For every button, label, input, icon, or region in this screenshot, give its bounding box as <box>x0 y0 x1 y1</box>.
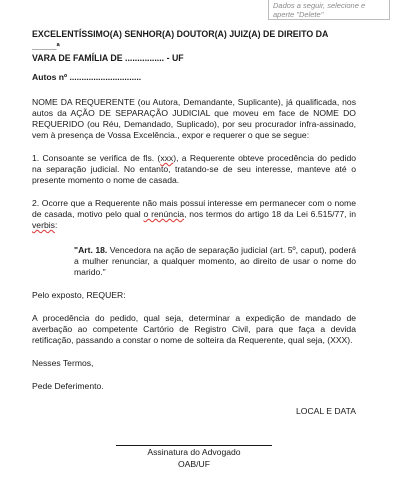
paragraph-1-end: ), a Requerente obteve procedência do pedido na separação judicial. No entanto, tratando-se de seu interesse, manteve até o presente momento o nome de casada. <box>32 153 356 185</box>
request-paragraph: A procedência do pedido, qual seja, determinar a expedição de mandado de averbação ao competente Cartório de Registro Civil, para que faça a devida retificação, passando a constar o nome de solteira da Requerente, qual seja, (XXX). <box>32 313 356 345</box>
instruction-note <box>268 0 390 20</box>
pelo-exposto: Pelo exposto, REQUER: <box>32 290 126 300</box>
law-quote-label: "Art. 18. <box>74 245 108 255</box>
local-e-data: LOCAL E DATA <box>295 406 356 416</box>
signature-oab: OAB/UF <box>178 459 210 469</box>
court-header-line1: EXCELENTÍSSIMO(A) SENHOR(A) DOUTOR(A) JUIZ(A) DE DIREITO DA _____ª <box>32 29 329 51</box>
paragraph-2-start: 2. Ocorre que a Requerente não mais possui interesse em permanecer com o nome de casada, motivo pelo qual <box>32 198 356 219</box>
law-quote-text: Vencedora na ação de separação judicial (art. 5º, caput), poderá a mulher renunciar, a qualquer momento, ao direito de usar o nome do marido." <box>74 245 356 277</box>
paragraph-2 <box>32 198 356 231</box>
paragraph-1 <box>32 153 356 186</box>
closing-pede-deferimento: Pede Deferimento. <box>32 381 104 391</box>
paragraph-2-middle: , nos termos do artigo 18 da Lei 6.515/77, in <box>184 209 356 219</box>
law-quote <box>74 245 356 278</box>
court-header <box>32 28 356 64</box>
case-number: Autos nº .............................. <box>32 72 142 82</box>
spellcheck-mark: xxx <box>160 153 174 163</box>
intro-paragraph: NOME DA REQUERENTE (ou Autora, Demandante, Suplicante), já qualificada, nos autos da AÇÃO DE SEPARAÇÃO JUDICIAL que moveu em face de NOME DO REQUERIDO (ou Réu, Demandado, Suplicado), por seu procurador infra-assinado, vem à presença de Vossa Excelência., expor e requerer o que se segue: <box>32 97 356 140</box>
signature-block <box>32 445 356 470</box>
spellcheck-mark: verbis <box>32 220 55 230</box>
paragraph-1-start: 1. Consoante se verifica de fls. ( <box>32 153 161 163</box>
paragraph-2-end: : <box>54 220 58 230</box>
closing-nesses-termos: Nesses Termos, <box>32 358 94 368</box>
court-header-line2: VARA DE FAMÍLIA DE ................ - UF <box>32 53 184 63</box>
petition-document <box>32 28 356 470</box>
signature-label: Assinatura do Advogado <box>147 447 241 457</box>
instruction-note-text: Dados a seguir, selecione e aperte "Delete" <box>273 1 366 19</box>
spellcheck-mark: o renúncia <box>143 209 185 219</box>
